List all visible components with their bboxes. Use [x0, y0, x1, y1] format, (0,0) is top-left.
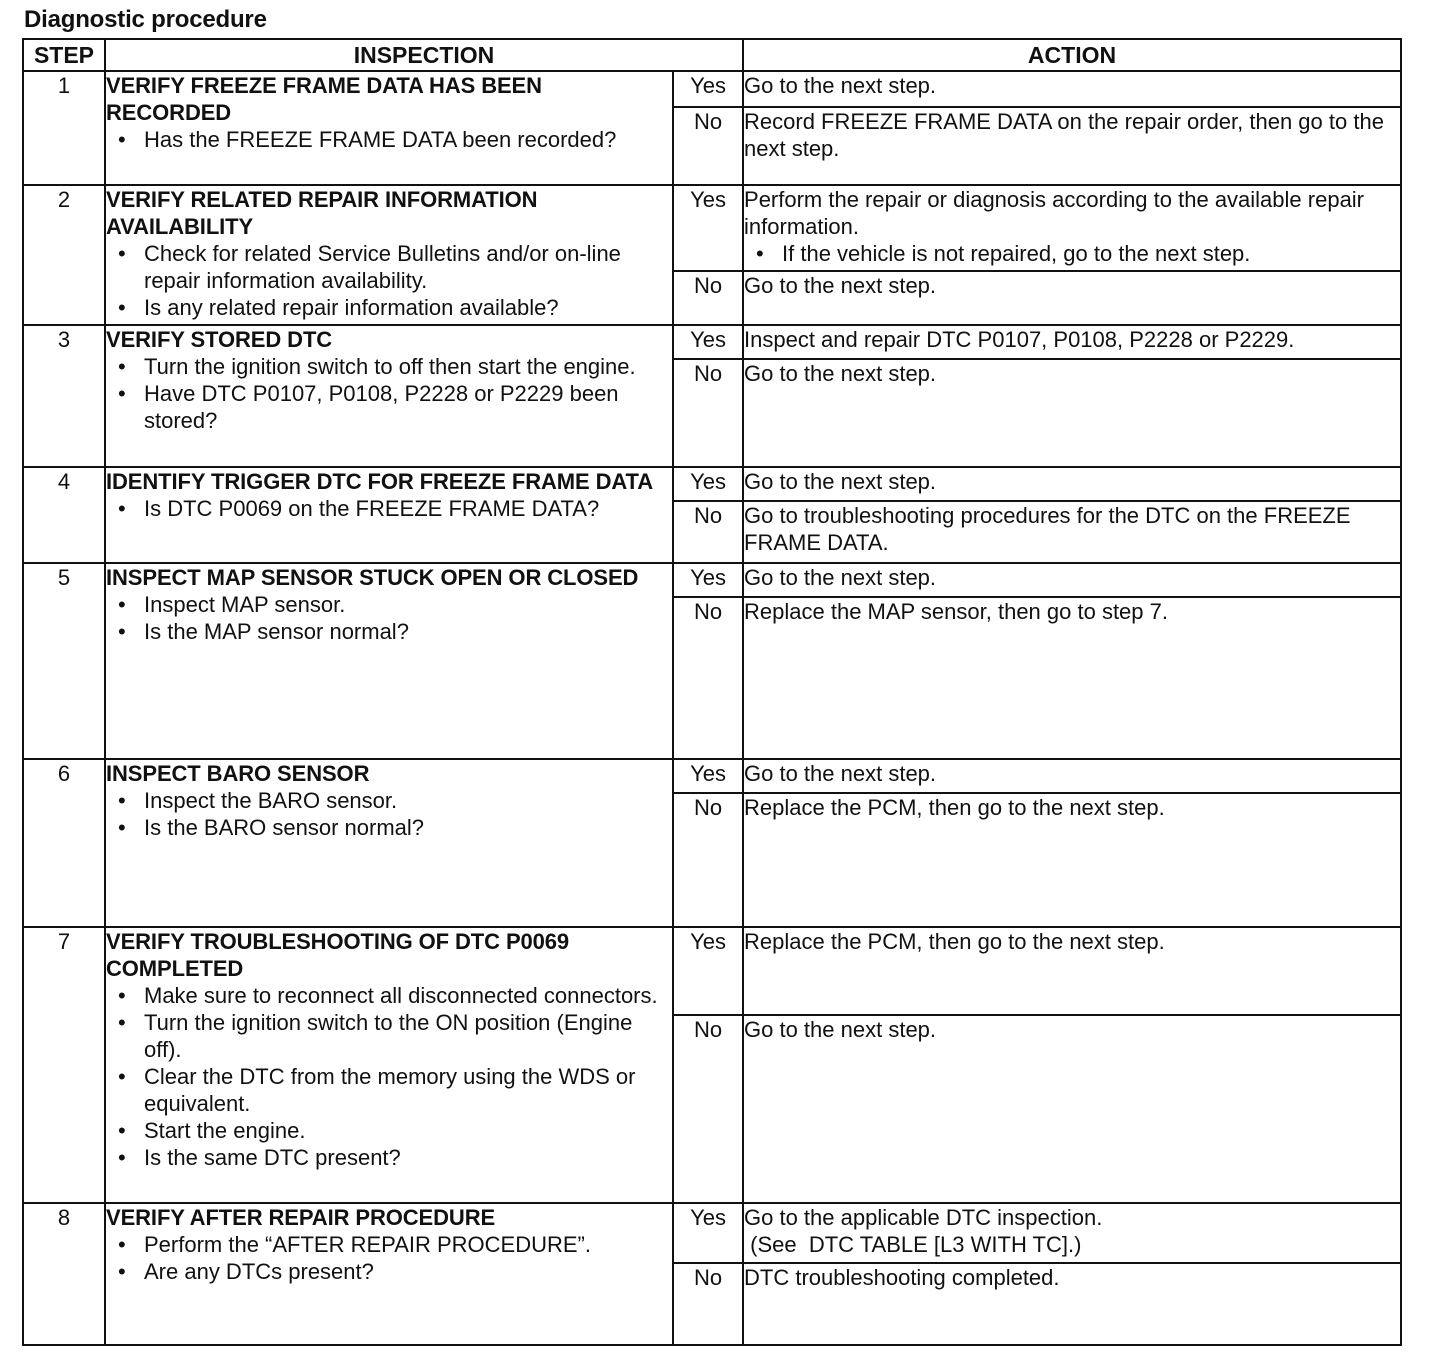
action-text: Replace the MAP sensor, then go to step 7. [744, 599, 1168, 624]
inspection-bullet: • Make sure to reconnect all disconnected connectors. [144, 982, 672, 1009]
inspection-bullet: • Check for related Service Bulletins and/or on-line repair information availability. [144, 240, 672, 294]
table-row [23, 325, 1401, 359]
inspection-cell [105, 927, 673, 1203]
inspection-bullet: • Turn the ignition switch to the ON position (Engine off). [144, 1009, 672, 1063]
no-action [743, 501, 1401, 563]
inspection-bullet: • Start the engine. [144, 1117, 672, 1144]
inspection-bullet: • Inspect MAP sensor. [144, 591, 672, 618]
action-text: Record FREEZE FRAME DATA on the repair order, then go to the next step. [744, 109, 1384, 161]
header-inspection: INSPECTION [105, 39, 743, 71]
inspection-title: VERIFY STORED DTC [106, 327, 333, 352]
no-action [743, 107, 1401, 185]
inspection-bullet: • Clear the DTC from the memory using the WDS or equivalent. [144, 1063, 672, 1117]
action-text: Go to the next step. [744, 469, 937, 494]
inspection-cell [105, 467, 673, 563]
header-step: STEP [23, 39, 105, 71]
inspection-bullets [106, 1231, 672, 1285]
inspection-cell [105, 759, 673, 927]
action-text: Go to the next step. [744, 761, 937, 786]
action-text: Go to the next step. [744, 361, 937, 386]
no-label: No [673, 107, 743, 185]
no-label: No [673, 271, 743, 325]
no-label: No [673, 1263, 743, 1345]
inspection-cell [105, 1203, 673, 1345]
inspection-title: VERIFY FREEZE FRAME DATA HAS BEEN RECORDED [106, 73, 542, 125]
inspection-title: IDENTIFY TRIGGER DTC FOR FREEZE FRAME DATA [106, 469, 654, 494]
step-number: 5 [23, 563, 105, 759]
yes-action [743, 71, 1401, 107]
action-text: Replace the PCM, then go to the next step. [744, 795, 1165, 820]
header-action: ACTION [743, 39, 1401, 71]
yes-label: Yes [673, 71, 743, 107]
table-row [23, 927, 1401, 1015]
inspection-bullet: • Are any DTCs present? [144, 1258, 672, 1285]
no-action [743, 271, 1401, 325]
table-row [23, 563, 1401, 597]
inspection-bullets [106, 787, 672, 841]
inspection-bullets [106, 982, 672, 1171]
inspection-bullet: • Is any related repair information available? [144, 294, 672, 321]
table-row [23, 185, 1401, 271]
inspection-cell [105, 563, 673, 759]
table-row [23, 71, 1401, 107]
action-text: Inspect and repair DTC P0107, P0108, P2228 or P2229. [744, 327, 1295, 352]
no-action [743, 597, 1401, 759]
table-row [23, 467, 1401, 501]
diagnostic-procedure-table [22, 38, 1402, 1346]
yes-label: Yes [673, 759, 743, 793]
table-body [23, 71, 1401, 1345]
action-text: Go to the next step. [744, 273, 937, 298]
step-number: 8 [23, 1203, 105, 1345]
inspection-bullets [106, 495, 672, 522]
inspection-bullet: • Is the same DTC present? [144, 1144, 672, 1171]
yes-action [743, 185, 1401, 271]
no-label: No [673, 501, 743, 563]
no-action [743, 1263, 1401, 1345]
action-text: DTC troubleshooting completed. [744, 1265, 1060, 1290]
no-label: No [673, 793, 743, 927]
no-label: No [673, 359, 743, 467]
yes-action [743, 927, 1401, 1015]
inspection-cell [105, 325, 673, 467]
inspection-bullet: • Turn the ignition switch to off then start the engine. [144, 353, 672, 380]
action-text: Go to the next step. [744, 565, 937, 590]
action-text: Go to the applicable DTC inspection. [744, 1205, 1103, 1230]
action-text: Go to the next step. [744, 1017, 937, 1042]
step-number: 1 [23, 71, 105, 185]
inspection-title: VERIFY AFTER REPAIR PROCEDURE [106, 1205, 496, 1230]
inspection-bullets [106, 240, 672, 321]
no-action [743, 1015, 1401, 1203]
action-bullet: • If the vehicle is not repaired, go to the next step. [782, 240, 1400, 267]
table-row [23, 759, 1401, 793]
action-text: Perform the repair or diagnosis according to the available repair information. [744, 187, 1365, 239]
step-number: 7 [23, 927, 105, 1203]
step-number: 6 [23, 759, 105, 927]
action-text: (See DTC TABLE [L3 WITH TC].) [744, 1232, 1082, 1257]
inspection-bullets [106, 353, 672, 434]
inspection-bullet: • Inspect the BARO sensor. [144, 787, 672, 814]
yes-label: Yes [673, 1203, 743, 1263]
no-label: No [673, 1015, 743, 1203]
inspection-bullet: • Perform the “AFTER REPAIR PROCEDURE”. [144, 1231, 672, 1258]
no-action [743, 793, 1401, 927]
inspection-bullet: • Have DTC P0107, P0108, P2228 or P2229 been stored? [144, 380, 672, 434]
step-number: 2 [23, 185, 105, 325]
inspection-title: VERIFY TROUBLESHOOTING OF DTC P0069 COMPLETED [106, 929, 570, 981]
inspection-title: VERIFY RELATED REPAIR INFORMATION AVAILABILITY [106, 187, 538, 239]
yes-action [743, 325, 1401, 359]
action-text: Go to the next step. [744, 73, 937, 98]
document-title: Diagnostic procedure [24, 6, 267, 33]
inspection-cell [105, 185, 673, 325]
action-text: Go to troubleshooting procedures for the DTC on the FREEZE FRAME DATA. [744, 503, 1351, 555]
yes-label: Yes [673, 185, 743, 271]
table-row [23, 1203, 1401, 1263]
inspection-bullet: • Has the FREEZE FRAME DATA been recorded? [144, 126, 672, 153]
inspection-bullets [106, 591, 672, 645]
yes-label: Yes [673, 563, 743, 597]
inspection-bullets [106, 126, 672, 153]
yes-label: Yes [673, 927, 743, 1015]
yes-action [743, 563, 1401, 597]
inspection-bullet: • Is the BARO sensor normal? [144, 814, 672, 841]
header-row [23, 39, 1401, 71]
inspection-title: INSPECT MAP SENSOR STUCK OPEN OR CLOSED [106, 565, 639, 590]
yes-action [743, 759, 1401, 793]
no-action [743, 359, 1401, 467]
inspection-cell [105, 71, 673, 185]
inspection-bullet: • Is the MAP sensor normal? [144, 618, 672, 645]
inspection-title: INSPECT BARO SENSOR [106, 761, 370, 786]
action-bullets [744, 240, 1400, 267]
yes-label: Yes [673, 467, 743, 501]
yes-action [743, 467, 1401, 501]
yes-label: Yes [673, 325, 743, 359]
step-number: 4 [23, 467, 105, 563]
yes-action [743, 1203, 1401, 1263]
inspection-bullet: • Is DTC P0069 on the FREEZE FRAME DATA? [144, 495, 672, 522]
no-label: No [673, 597, 743, 759]
action-text: Replace the PCM, then go to the next step. [744, 929, 1165, 954]
step-number: 3 [23, 325, 105, 467]
